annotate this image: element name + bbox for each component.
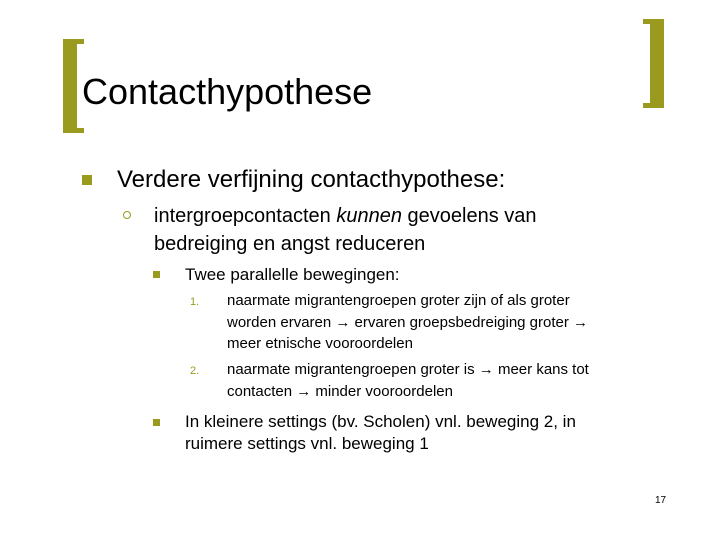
bullet-level2-emphasis: kunnen	[336, 205, 402, 227]
bullet-level2-line1	[154, 202, 537, 230]
list-number: 1.	[190, 296, 200, 308]
left-bracket-top	[63, 39, 84, 44]
numbered-item-1-line1: naarmate migrantengroepen groter zijn of als groter	[227, 292, 570, 309]
bullet-level2-text-a: intergroepcontacten	[154, 205, 337, 227]
slide-title: Contacthypothese	[82, 71, 373, 112]
numbered-item-2-line2: contacten → minder vooroordelen	[227, 383, 453, 400]
bullet-level2-line2: bedreiging en angst reduceren	[154, 233, 426, 255]
left-bracket-bar	[63, 39, 77, 133]
bullet-level2-text-b: gevoelens van	[401, 205, 537, 227]
left-bracket-bottom	[63, 128, 84, 133]
square-bullet-icon	[82, 175, 92, 185]
square-bullet-icon	[153, 419, 160, 426]
page-number: 17	[655, 495, 667, 506]
right-bracket-bottom	[643, 103, 664, 108]
bullet-level3-settings-line1: In kleinere settings (bv. Scholen) vnl. beweging 2, in	[185, 412, 576, 431]
numbered-item-1-line2: worden ervaren → ervaren groepsbedreiging groter →	[227, 314, 589, 331]
bullet-level3-settings-line2: ruimere settings vnl. beweging 1	[185, 434, 429, 453]
bullet-level3-movements: Twee parallelle bewegingen:	[185, 265, 400, 284]
right-bracket-bar	[650, 19, 664, 108]
square-bullet-icon	[153, 271, 160, 278]
ring-bullet-icon	[123, 211, 131, 219]
numbered-item-1-line3: meer etnische vooroordelen	[227, 335, 413, 352]
list-number: 2.	[190, 365, 200, 377]
bullet-level1: Verdere verfijning contacthypothese:	[117, 166, 506, 193]
numbered-item-2-line1: naarmate migrantengroepen groter is → meer kans tot	[227, 361, 589, 378]
right-bracket-top	[643, 19, 664, 24]
